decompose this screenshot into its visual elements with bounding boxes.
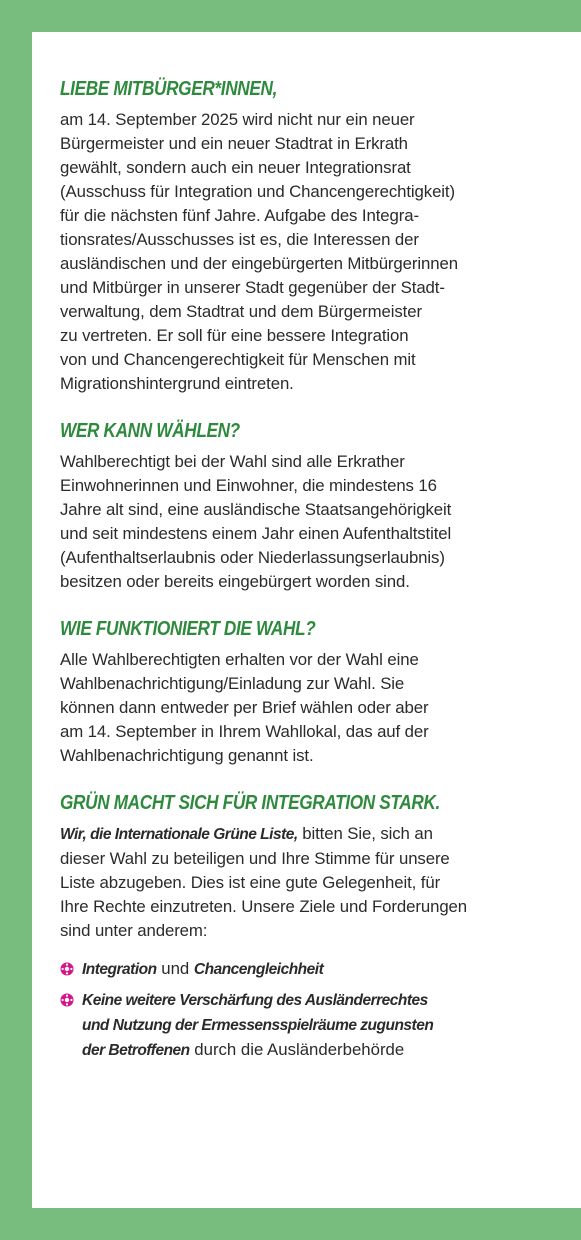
document-content	[60, 76, 560, 1069]
text-line	[82, 957, 560, 982]
text-line	[82, 988, 560, 1013]
text-line: besitzen oder bereits eingebürgert worden sind.	[60, 572, 410, 591]
text-line: Wahlbenachrichtigung/Einladung zur Wahl. Sie	[60, 674, 405, 693]
text-line: Jahre alt sind, eine ausländische Staatsangehörigkeit	[60, 500, 452, 519]
text-line: tionsrates/Ausschusses ist es, die Interessen der	[60, 230, 419, 249]
heading-green-integration: GRÜN MACHT SICH FÜR INTEGRATION STARK.	[60, 792, 440, 814]
text-line: und Mitbürger in unserer Stadt gegenüber der Stadt-	[60, 278, 445, 297]
plain-text: und	[156, 959, 194, 978]
text-line: Wahlberechtigt bei der Wahl sind alle Erkrather	[60, 452, 405, 471]
list-item	[60, 957, 560, 982]
text-line: (Aufenthaltserlaubnis oder Niederlassungserlaubnis)	[60, 548, 445, 567]
goals-list	[60, 957, 560, 1063]
text-line: Einwohnerinnen und Einwohner, die mindestens 16	[60, 476, 437, 495]
plain-text: durch die Ausländerbehörde	[189, 1040, 405, 1059]
text-line: (Ausschuss für Integration und Chancengerechtigkeit)	[60, 182, 455, 201]
section-greeting	[60, 76, 560, 396]
paragraph-who-can-vote	[60, 450, 560, 594]
text-line: am 14. September in Ihrem Wahllokal, das auf der	[60, 722, 429, 741]
document-page	[32, 32, 581, 1208]
list-item	[60, 988, 560, 1063]
text-line	[60, 822, 560, 847]
text-line: Ihre Rechte einzutreten. Unsere Ziele und Forderungen	[60, 897, 468, 916]
intro-rest: bitten Sie, sich an	[297, 824, 433, 843]
text-line	[82, 1013, 560, 1038]
flower-bullet-icon	[60, 962, 74, 976]
text-line: Liste abzugeben. Dies ist eine gute Gelegenheit, für	[60, 873, 441, 892]
section-who-can-vote	[60, 418, 560, 594]
text-line: von und Chancengerechtigkeit für Menschen mit	[60, 350, 416, 369]
text-line: gewählt, sondern auch ein neuer Integrationsrat	[60, 158, 411, 177]
heading-who-can-vote: WER KANN WÄHLEN?	[60, 420, 240, 442]
text-line: können dann entweder per Brief wählen oder aber	[60, 698, 429, 717]
section-how-it-works	[60, 616, 560, 768]
text-line: ausländischen und der eingebürgerten Mitbürgerinnen	[60, 254, 458, 273]
heading-how-it-works: WIE FUNKTIONIERT DIE WAHL?	[60, 618, 316, 640]
section-green-integration	[60, 790, 560, 943]
text-line	[82, 1038, 560, 1063]
text-line: für die nächsten fünf Jahre. Aufgabe des Integra-	[60, 206, 419, 225]
text-line: zu vertreten. Er soll für eine bessere Integration	[60, 326, 409, 345]
text-line: sind unter anderem:	[60, 921, 208, 940]
text-line: verwaltung, dem Stadtrat und dem Bürgermeister	[60, 302, 422, 321]
text-line: Bürgermeister und ein neuer Stadtrat in Erkrath	[60, 134, 408, 153]
heading-greeting: LIEBE MITBÜRGER*INNEN,	[60, 78, 278, 100]
emphasis-text: und Nutzung der Ermessensspielräume zugunsten	[82, 1017, 434, 1034]
emphasis-text: Integration	[82, 961, 157, 978]
text-line: dieser Wahl zu beteiligen und Ihre Stimme für unsere	[60, 849, 450, 868]
text-line: am 14. September 2025 wird nicht nur ein neuer	[60, 110, 415, 129]
flower-bullet-icon	[60, 993, 74, 1007]
emphasis-list-name: Wir, die Internationale Grüne Liste,	[60, 826, 298, 843]
text-line: und seit mindestens einem Jahr einen Aufenthaltstitel	[60, 524, 452, 543]
emphasis-text: Keine weitere Verschärfung des Ausländerrechtes	[82, 992, 428, 1009]
paragraph-green-integration	[60, 822, 560, 943]
paragraph-how-it-works	[60, 648, 560, 768]
text-line: Wahlbenachrichtigung genannt ist.	[60, 746, 314, 765]
emphasis-text: der Betroffenen	[82, 1042, 190, 1059]
text-line: Migrationshintergrund eintreten.	[60, 374, 294, 393]
text-line: Alle Wahlberechtigten erhalten vor der Wahl eine	[60, 650, 419, 669]
emphasis-text: Chancengleichheit	[193, 961, 324, 978]
paragraph-greeting	[60, 108, 560, 396]
